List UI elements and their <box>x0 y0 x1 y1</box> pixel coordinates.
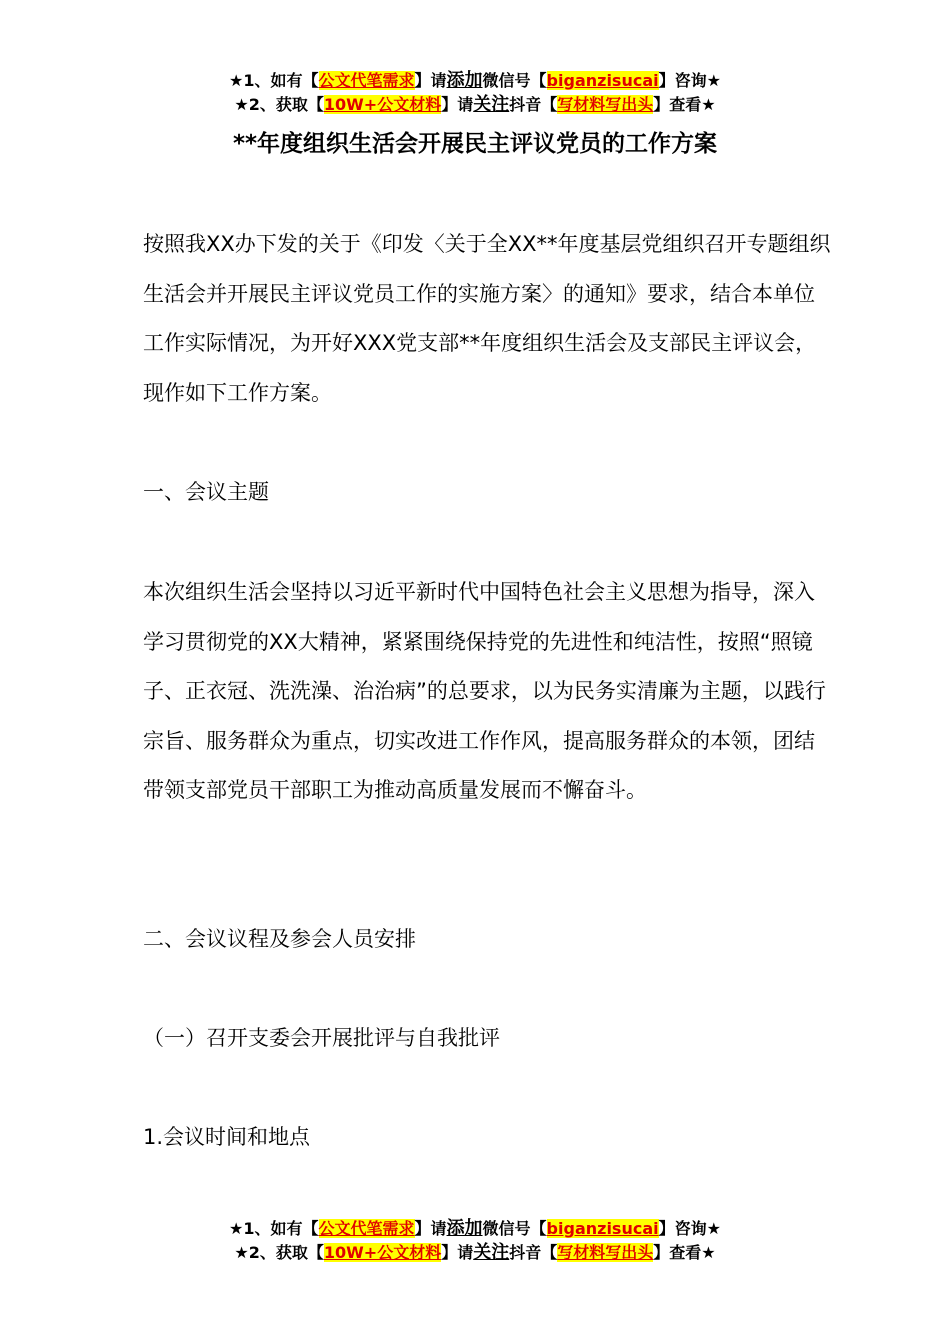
banner-text: 】查看★ <box>653 1243 716 1262</box>
banner-emphasis: 添加 <box>446 1218 483 1239</box>
banner-highlight: biganzisucai <box>546 1219 659 1238</box>
banner-text: 】请 <box>441 95 474 114</box>
theme-paragraph: 本次组织生活会坚持以习近平新时代中国特色社会主义思想为指导，深入学习贯彻党的XX大精神，紧紧围绕保持党的先进性和纯洁性，按照“照镜子、正衣冠、洗洗澡、治治病”的总要求，以为民务实清廉为主题，以践行宗旨、服务群众为重点，切实改进工作作风，提高服务群众的本领，团结带领支部党员干部职工为推动高质量发展而不懈奋斗。 <box>143 580 826 802</box>
banner-text: 微信号【 <box>482 71 547 90</box>
banner-emphasis: 关注 <box>473 94 510 115</box>
banner-emphasis: 关注 <box>473 1242 510 1263</box>
banner-text: 抖音【 <box>509 95 558 114</box>
banner-highlight: 公文代笔需求 <box>318 71 415 90</box>
banner-text: 】请 <box>414 1219 447 1238</box>
section-heading-theme: 一、会议主题 <box>143 480 269 504</box>
banner-text: ★1、如有【 <box>229 71 319 90</box>
banner-text: 微信号【 <box>482 1219 547 1238</box>
banner-line-1 <box>0 1217 950 1241</box>
banner-line-1 <box>0 69 950 93</box>
document-title: **年度组织生活会开展民主评议党员的工作方案 <box>232 131 718 157</box>
section-heading-agenda: 二、会议议程及参会人员安排 <box>143 927 416 951</box>
banner-text: 】咨询★ <box>658 1219 721 1238</box>
banner-emphasis: 添加 <box>446 70 483 91</box>
banner-line-2 <box>0 1241 950 1265</box>
header-banner <box>0 69 950 117</box>
banner-text: 】咨询★ <box>658 71 721 90</box>
banner-text: ★2、获取【 <box>234 95 324 114</box>
banner-text: 抖音【 <box>509 1243 558 1262</box>
banner-text: 】请 <box>441 1243 474 1262</box>
footer-banner <box>0 1217 950 1265</box>
banner-text: ★1、如有【 <box>229 1219 319 1238</box>
banner-highlight: biganzisucai <box>546 71 659 90</box>
banner-highlight: 写材料写出头 <box>557 95 654 114</box>
subsection-heading-committee: （一）召开支委会开展批评与自我批评 <box>143 1026 500 1050</box>
banner-text: 】查看★ <box>653 95 716 114</box>
intro-paragraph: 按照我XX办下发的关于《印发〈关于全XX**年度基层党组织召开专题组织生活会并开展民主评议党员工作的实施方案〉的通知》要求，结合本单位工作实际情况，为开好XXX党支部**年度组织生活会及支部民主评议会，现作如下工作方案。 <box>143 232 831 405</box>
banner-text: 】请 <box>414 71 447 90</box>
banner-highlight: 10W+公文材料 <box>323 95 442 114</box>
banner-highlight: 公文代笔需求 <box>318 1219 415 1238</box>
banner-highlight: 10W+公文材料 <box>323 1243 442 1262</box>
item-heading-time-place: 1.会议时间和地点 <box>143 1125 311 1149</box>
banner-highlight: 写材料写出头 <box>557 1243 654 1262</box>
banner-text: ★2、获取【 <box>234 1243 324 1262</box>
banner-line-2 <box>0 93 950 117</box>
